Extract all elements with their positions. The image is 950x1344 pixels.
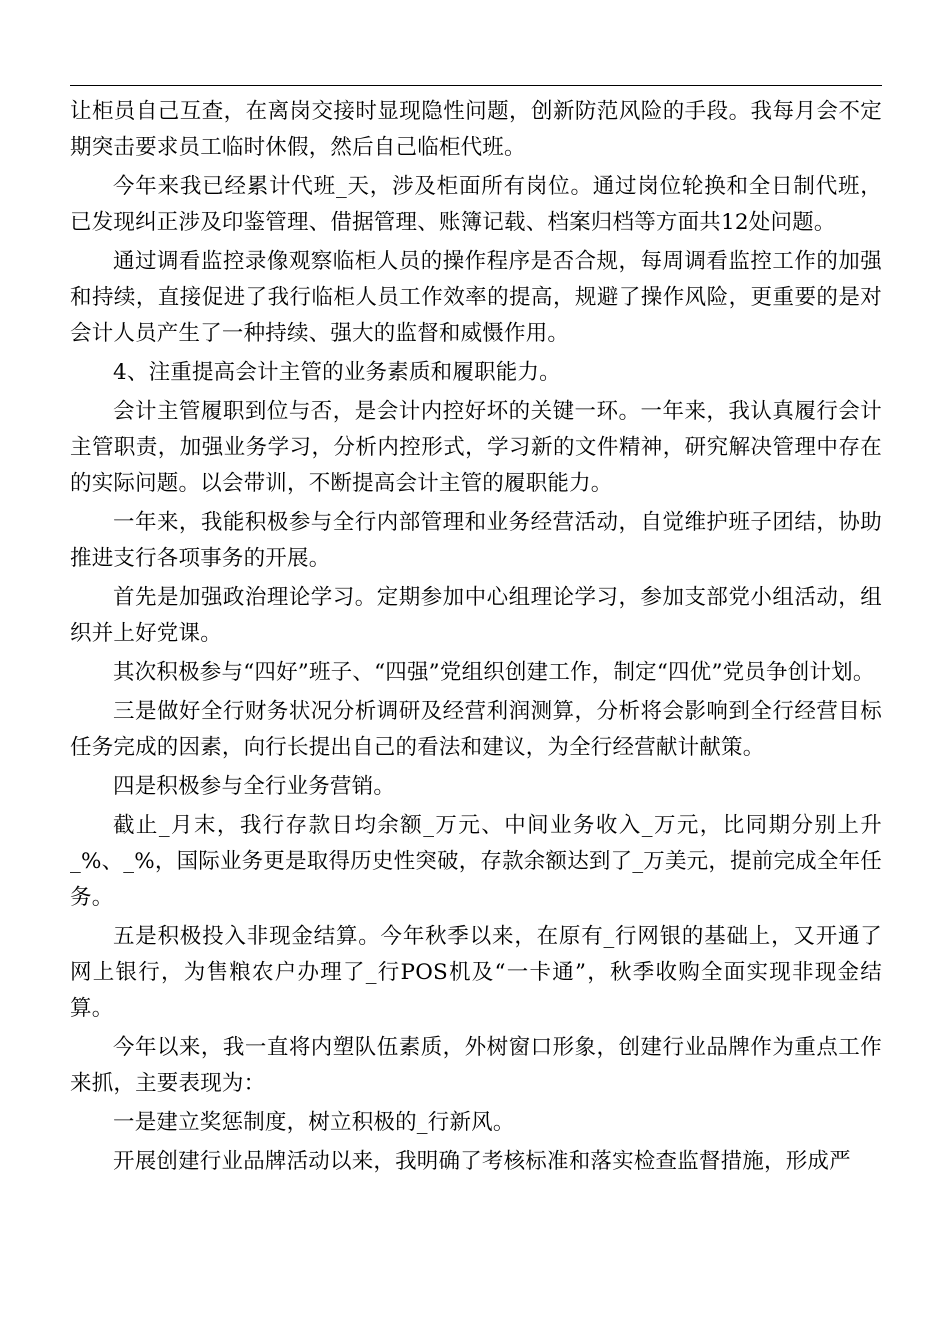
paragraph-8: 其次积极参与“四好”班子、“四强”党组织创建工作，制定“四优”党员争创计划。 xyxy=(113,660,875,685)
section-heading-4: 4、注重提高会计主管的业务素质和履职能力。 xyxy=(113,360,561,385)
paragraph-9: 三是做好全行财务状况分析调研及经营利润测算，分析将会影响到全行经营目标任务完成的因素，向行长提出自己的看法和建议，为全行经营献计献策。 xyxy=(70,699,882,760)
paragraph-10: 四是积极参与全行业务营销。 xyxy=(113,774,396,799)
paragraph-13: 今年以来，我一直将内塑队伍素质，外树窗口形象，创建行业品牌作为重点工作来抓，主要表现为： xyxy=(70,1035,882,1096)
paragraph-12: 五是积极投入非现金结算。今年秋季以来，在原有_行网银的基础上，又开通了网上银行，为售粮农户办理了_行POS机及“一卡通”，秋季收购全面实现非现金结算。 xyxy=(70,924,882,1021)
paragraph-11: 截止_月末，我行存款日均余额_万元、中间业务收入_万元，比同期分别上升_%、_%，国际业务更是取得历史性突破，存款余额达到了_万美元，提前完成全年任务。 xyxy=(70,813,882,910)
paragraph-6: 一年来，我能积极参与全行内部管理和业务经营活动，自觉维护班子团结，协助推进支行各项事务的开展。 xyxy=(70,510,882,571)
paragraph-7: 首先是加强政治理论学习。定期参加中心组理论学习，参加支部党小组活动，组织并上好党课。 xyxy=(70,585,882,646)
document-body xyxy=(70,94,882,1183)
paragraph-3: 通过调看监控录像观察临柜人员的操作程序是否合规，每周调看监控工作的加强和持续，直接促进了我行临柜人员工作效率的提高，规避了操作风险，更重要的是对会计人员产生了一种持续、强大的监督和威慑作用。 xyxy=(70,249,882,346)
paragraph-15: 开展创建行业品牌活动以来，我明确了考核标准和落实检查监督措施，形成严 xyxy=(113,1149,851,1174)
header-rule xyxy=(70,85,882,86)
paragraph-14: 一是建立奖惩制度，树立积极的_行新风。 xyxy=(113,1110,515,1135)
paragraph-1: 让柜员自己互查，在离岗交接时显现隐性问题，创新防范风险的手段。我每月会不定期突击要求员工临时休假，然后自己临柜代班。 xyxy=(70,99,882,160)
paragraph-5: 会计主管履职到位与否，是会计内控好坏的关键一环。一年来，我认真履行会计主管职责，加强业务学习，分析内控形式，学习新的文件精神，研究解决管理中存在的实际问题。以会带训，不断提高会计主管的履职能力。 xyxy=(70,399,882,496)
paragraph-2: 今年来我已经累计代班_天，涉及柜面所有岗位。通过岗位轮换和全日制代班，已发现纠正涉及印鉴管理、借据管理、账簿记载、档案归档等方面共12处问题。 xyxy=(70,174,882,235)
